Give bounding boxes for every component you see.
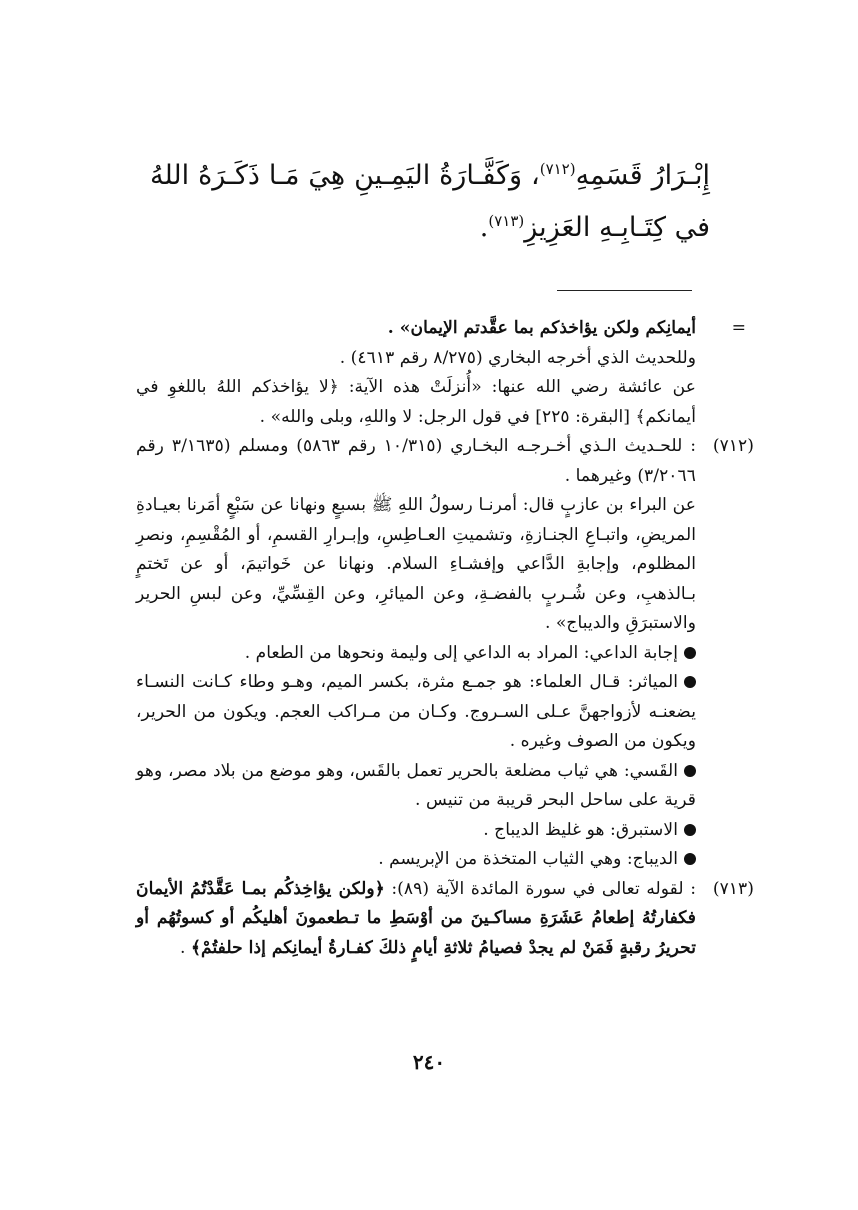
footnote-bullet-5 [136,845,696,875]
footnote-bullet-2 [136,668,696,757]
continuation-line-2: وللحديث الذي أخرجه البخاري (٨/٢٧٥ رقم ٤٦١٣) . [339,347,696,368]
bullet-icon [684,676,696,688]
bullet-2-text: المياثر: قـال العلماء: هو جمـع مثرة، بكسر الميم، وهـو وطاء كـانت النسـاء يضعنـه لأزواجهنَّ عـلى السـروج. وكـان من مـراكب العجم. ويكون من الحرير، ويكون من الصوف وغيره . [136,672,696,751]
footnote-713-plain: : لقوله تعالى في سورة المائدة الآية (٨٩): [384,878,697,899]
bullet-icon [684,853,696,865]
footnote-ref-712[interactable]: (٧١٢) [539,160,576,178]
footnote-713-number: (٧١٣) [712,878,754,899]
continuation-line-3: عن عائشة رضي الله عنها: «أُنزلَتْ هذه الآية: ﴿لا يؤاخذكم اللهُ باللغوِ في أيمانكم﴾ [البقرة: ٢٢٥] في قول الرجل: لا واللهِ، وبلى والله» . [136,377,696,427]
footnote-bullet-3 [136,757,696,816]
bullet-3-text: القَسي: هي ثياب مضلعة بالحرير تعمل بالقَس، وهو موضع من بلاد مصر، وهو قرية على ساحل البحر قريبة من تنيس . [136,760,696,810]
main-text-line-1b: ، وَكَفَّـارَةُ اليَمِـينِ هِيَ مَـا ذَكَـرَهُ اللهُ في كِتَـابِـهِ [150,160,710,243]
footnote-713-text [136,875,696,964]
page-number: ٢٤٠ [412,1050,446,1074]
bullet-1-text: إجابة الداعي: المراد به الداعي إلى وليمة ونحوها من الطعام . [244,642,678,663]
continuation-mark: = [731,318,746,338]
footnote-bullet-1 [136,639,696,669]
main-text-line-2-end: . [479,212,489,243]
footnote-713-end: . [180,937,191,958]
main-text-line-2: العَزِيزِ [524,212,591,243]
footnote-continuation [136,314,746,432]
bullet-icon [684,647,696,659]
bullet-4-text: الاستبرق: هو غليظ الديباج . [483,819,678,840]
bullet-5-text: الديباج: وهي الثياب المتخذة من الإبريسم . [378,849,678,869]
main-text-line-1: إِبْـرَارُ قَسَمِهِ [575,160,710,191]
main-text [150,150,710,254]
footnote-712 [136,432,754,875]
footnote-separator [557,290,692,291]
footnote-712-number: (٧١٢) [712,436,754,456]
continuation-line-1: أيمانِكم ولكن يؤاخذكم بما عقَّدتم الإيمان» . [387,318,696,338]
bullet-icon [684,765,696,777]
footnote-713-quran-quote: ﴿ولكن يؤاخِذكُم بمـا عَقَّدْتُمُ الأيمانَ فكفارتُهُ إطعامُ عَشَرَةِ مساكـينَ من أوْسَطِ ما تـطعمونَ أهليكُم أو كسوتُهُم أو تحريرُ رقبةٍ فَمَنْ لم يجدْ فصيامُ ثلاثةِ أيامٍ ذلكَ كفـارةُ أيمانِكم إذا حلفتُمْ﴾ [136,878,696,958]
footnote-713 [136,875,754,964]
footnote-712-line-2: عن البراء بن عازبٍ قال: أمرنـا رسولُ اللهِ ﷺ بسبعٍ ونهانا عن سَبْعٍ أمَرنا بعيـادةِ المريضِ، واتبـاعِ الجنـازةِ، وتشميتِ العـاطِسِ، وإبـرارِ القسمِ، أو المُقْسِمِ، ونصرِ المظلوم، وإجابةِ الدَّاعي وإفشـاءِ السلام. ونهانا عن خَواتيمَ، أو عن تَختمٍ بـالذهبِ، وعن شُـربٍ بالفضـةِ، وعن الميائرِ، وعن القِسِّيِّ، وعن لبسِ الحرير والاستبرَقِ والديباج» . [136,495,697,633]
footnote-ref-713[interactable]: (٧١٣) [488,212,525,230]
footnotes [136,314,754,963]
footnote-bullet-4 [136,816,696,846]
bullet-icon [684,824,696,836]
footnote-712-line-1: : للحـديث الـذي أخـرجـه البخـاري (١٠/٣١٥ رقم ٥٨٦٣) ومسلم (٣/١٦٣٥ رقم ٣/٢٠٦٦) وغيرهما . [136,436,697,486]
